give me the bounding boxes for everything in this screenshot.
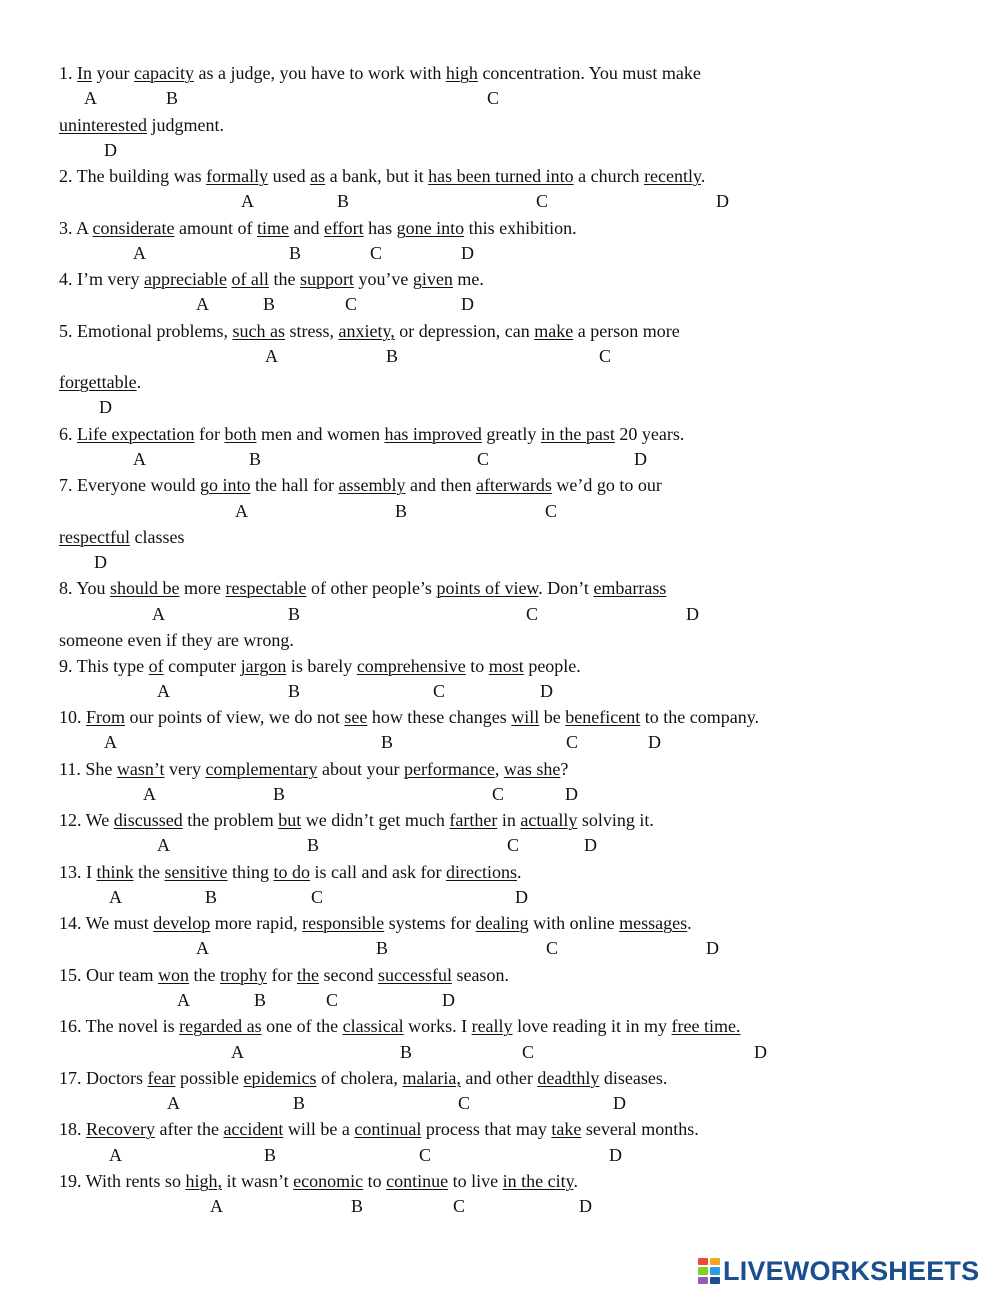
underlined-option: assembly	[338, 475, 406, 495]
question-18-option-c-label: C	[419, 1145, 432, 1165]
underlined-option: epidemics	[243, 1068, 317, 1088]
underlined-option: discussed	[113, 810, 183, 830]
question-15-option-a-label: A	[177, 990, 190, 1010]
question-18-option-d-label: D	[609, 1145, 622, 1165]
question-2-option-c-label: C	[536, 191, 549, 211]
sentence-text: .	[136, 372, 142, 392]
question-12-line-1	[59, 809, 654, 831]
question-10-line-1	[59, 706, 759, 728]
sentence-text: will be a	[283, 1119, 355, 1139]
sentence-text: 11. She	[59, 759, 117, 779]
underlined-option: should be	[110, 578, 180, 598]
question-16-option-b-label: B	[400, 1042, 413, 1062]
sentence-text: of other people’s	[306, 578, 437, 598]
question-10-option-d-label: D	[648, 732, 661, 752]
sentence-text: 6.	[59, 424, 77, 444]
question-4-option-c-label: C	[345, 294, 358, 314]
question-6-line-1	[59, 423, 684, 445]
question-11-option-d-label: D	[565, 784, 578, 804]
question-12-option-d-label: D	[584, 835, 597, 855]
underlined-option: to do	[273, 862, 311, 882]
underlined-option: in the past	[540, 424, 615, 444]
sentence-text: love reading it in my	[512, 1016, 672, 1036]
underlined-option: messages	[619, 913, 688, 933]
sentence-text: to	[465, 656, 489, 676]
sentence-text: more	[179, 578, 226, 598]
sentence-text: has	[363, 218, 397, 238]
question-6-option-d-label: D	[634, 449, 647, 469]
underlined-option: In	[77, 63, 92, 83]
sentence-text: classes	[129, 527, 185, 547]
underlined-option: farther	[449, 810, 498, 830]
question-9-option-c-label: C	[433, 681, 446, 701]
sentence-text: diseases.	[599, 1068, 668, 1088]
sentence-text: .	[573, 1171, 578, 1191]
question-1-option-c-label: C	[487, 88, 500, 108]
question-1-option-a-label: A	[84, 88, 97, 108]
sentence-text: it wasn’t	[221, 1171, 294, 1191]
sentence-text: someone even if they are wrong.	[59, 630, 294, 650]
underlined-option: think	[96, 862, 134, 882]
question-18-line-1	[59, 1118, 699, 1140]
sentence-text: several months.	[581, 1119, 699, 1139]
question-7-line-2	[59, 526, 184, 548]
sentence-text: a church	[573, 166, 645, 186]
underlined-option: of all	[231, 269, 269, 289]
sentence-text: or depression, can	[394, 321, 535, 341]
sentence-text: one of the	[261, 1016, 343, 1036]
question-9-line-1	[59, 655, 581, 677]
sentence-text: stress,	[284, 321, 339, 341]
question-13-option-b-label: B	[205, 887, 218, 907]
underlined-option: respectable	[225, 578, 307, 598]
question-3-line-1	[59, 217, 577, 239]
question-1-option-d-label: D	[104, 140, 117, 160]
question-1-line-1	[59, 62, 701, 84]
sentence-text: 8. You	[59, 578, 111, 598]
underlined-option: sensitive	[164, 862, 228, 882]
underlined-option: the	[296, 965, 319, 985]
question-19-option-b-label: B	[351, 1196, 364, 1216]
sentence-text: the hall for	[250, 475, 339, 495]
sentence-text: for	[194, 424, 225, 444]
question-4-option-b-label: B	[263, 294, 276, 314]
sentence-text: people.	[523, 656, 581, 676]
question-7-option-a-label: A	[235, 501, 248, 521]
question-2-option-b-label: B	[337, 191, 350, 211]
sentence-text: very	[164, 759, 206, 779]
sentence-text: greatly	[481, 424, 541, 444]
question-19-option-d-label: D	[579, 1196, 592, 1216]
question-7-option-c-label: C	[545, 501, 558, 521]
sentence-text: 14. We must	[59, 913, 154, 933]
sentence-text: the problem	[182, 810, 279, 830]
underlined-option: make	[534, 321, 574, 341]
sentence-text: the	[133, 862, 165, 882]
question-4-option-d-label: D	[461, 294, 474, 314]
sentence-text: 5. Emotional problems,	[59, 321, 233, 341]
question-19-option-a-label: A	[210, 1196, 223, 1216]
underlined-option: of	[148, 656, 164, 676]
sentence-text: a bank, but it	[325, 166, 429, 186]
question-13-line-1	[59, 861, 522, 883]
sentence-text: .	[687, 913, 692, 933]
sentence-text: the	[268, 269, 300, 289]
logo-text: LIVEWORKSHEETS	[723, 1255, 980, 1286]
question-16-option-a-label: A	[231, 1042, 244, 1062]
underlined-option: uninterested	[59, 115, 147, 135]
sentence-text: 4. I’m very	[59, 269, 144, 289]
sentence-text: men and women	[256, 424, 385, 444]
sentence-text: is call and ask for	[310, 862, 447, 882]
question-14-option-a-label: A	[196, 938, 209, 958]
sentence-text: this exhibition.	[464, 218, 577, 238]
underlined-option: time	[256, 218, 289, 238]
underlined-option: fear	[147, 1068, 176, 1088]
sentence-text: 17. Doctors	[59, 1068, 148, 1088]
question-2-option-d-label: D	[716, 191, 729, 211]
sentence-text: a person more	[573, 321, 680, 341]
underlined-option: respectful	[59, 527, 130, 547]
underlined-option: actually	[520, 810, 578, 830]
sentence-text: to the company.	[640, 707, 760, 727]
question-11-option-a-label: A	[143, 784, 156, 804]
sentence-text: used	[268, 166, 311, 186]
sentence-text: 16. The novel is	[59, 1016, 180, 1036]
question-11-line-1	[59, 758, 568, 780]
question-17-option-b-label: B	[293, 1093, 306, 1113]
question-8-option-b-label: B	[288, 604, 301, 624]
sentence-text: after the	[154, 1119, 224, 1139]
question-8-line-1	[59, 577, 666, 599]
question-12-option-a-label: A	[157, 835, 170, 855]
question-14-option-d-label: D	[706, 938, 719, 958]
sentence-text: 20 years.	[614, 424, 685, 444]
underlined-option: responsible	[302, 913, 385, 933]
sentence-text: we’d go to our	[551, 475, 662, 495]
underlined-option: malaria,	[402, 1068, 461, 1088]
question-15-option-c-label: C	[326, 990, 339, 1010]
question-17-option-c-label: C	[458, 1093, 471, 1113]
sentence-text: process that may	[421, 1119, 552, 1139]
sentence-text: the	[188, 965, 220, 985]
question-11-option-b-label: B	[273, 784, 286, 804]
question-3-option-b-label: B	[289, 243, 302, 263]
underlined-option: directions	[446, 862, 517, 882]
underlined-option: won	[157, 965, 189, 985]
sentence-text: computer	[163, 656, 241, 676]
question-8-option-a-label: A	[152, 604, 165, 624]
sentence-text: 12. We	[59, 810, 114, 830]
question-5-option-b-label: B	[386, 346, 399, 366]
question-19-line-1	[59, 1170, 578, 1192]
underlined-option: From	[86, 707, 126, 727]
underlined-option: will	[511, 707, 540, 727]
sentence-text: in	[497, 810, 521, 830]
question-15-option-b-label: B	[254, 990, 267, 1010]
question-9-option-a-label: A	[157, 681, 170, 701]
sentence-text: and other	[460, 1068, 538, 1088]
question-9-option-d-label: D	[540, 681, 553, 701]
underlined-option: deadthly	[537, 1068, 600, 1088]
question-2-option-a-label: A	[241, 191, 254, 211]
question-7-line-1	[59, 474, 662, 496]
sentence-text: 18.	[59, 1119, 86, 1139]
sentence-text: .	[517, 862, 522, 882]
question-9-option-b-label: B	[288, 681, 301, 701]
underlined-option: high	[445, 63, 478, 83]
question-17-line-1	[59, 1067, 667, 1089]
underlined-option: successful	[377, 965, 452, 985]
underlined-option: formally	[206, 166, 269, 186]
sentence-text: as a judge, you have to work with	[193, 63, 446, 83]
sentence-text: be	[539, 707, 566, 727]
sentence-text: you’ve	[353, 269, 413, 289]
underlined-option: was she	[503, 759, 561, 779]
question-15-option-d-label: D	[442, 990, 455, 1010]
question-3-option-c-label: C	[370, 243, 383, 263]
sentence-text: about your	[317, 759, 404, 779]
question-3-option-a-label: A	[133, 243, 146, 263]
sentence-text: 13. I	[59, 862, 97, 882]
sentence-text: 3. A	[59, 218, 93, 238]
sentence-text: 19. With rents so	[59, 1171, 186, 1191]
sentence-text: . Don’t	[538, 578, 594, 598]
sentence-text: how these changes	[367, 707, 512, 727]
underlined-option: as	[310, 166, 326, 186]
underlined-option: economic	[293, 1171, 364, 1191]
underlined-option: see	[344, 707, 368, 727]
sentence-text: 10.	[59, 707, 86, 727]
question-6-option-a-label: A	[133, 449, 146, 469]
sentence-text: thing	[227, 862, 274, 882]
question-13-option-d-label: D	[515, 887, 528, 907]
question-10-option-b-label: B	[381, 732, 394, 752]
sentence-text: we didn’t get much	[301, 810, 450, 830]
question-5-line-2	[59, 371, 141, 393]
sentence-text: 15. Our team	[59, 965, 158, 985]
question-5-option-a-label: A	[265, 346, 278, 366]
sentence-text: for	[266, 965, 297, 985]
underlined-option: anxiety,	[338, 321, 395, 341]
underlined-option: really	[471, 1016, 513, 1036]
underlined-option: regarded as	[179, 1016, 262, 1036]
underlined-option: support	[299, 269, 354, 289]
question-3-option-d-label: D	[461, 243, 474, 263]
underlined-option: forgettable	[59, 372, 137, 392]
underlined-option: given	[412, 269, 453, 289]
sentence-text: ?	[560, 759, 569, 779]
question-4-line-1	[59, 268, 484, 290]
sentence-text: systems for	[384, 913, 476, 933]
sentence-text: to live	[448, 1171, 503, 1191]
underlined-option: wasn’t	[116, 759, 165, 779]
sentence-text: works. I	[403, 1016, 472, 1036]
question-5-option-c-label: C	[599, 346, 612, 366]
underlined-option: accident	[223, 1119, 284, 1139]
sentence-text: to	[363, 1171, 387, 1191]
question-8-option-d-label: D	[686, 604, 699, 624]
underlined-option: afterwards	[475, 475, 552, 495]
underlined-option: gone into	[396, 218, 465, 238]
underlined-option: high,	[185, 1171, 222, 1191]
underlined-option: continue	[386, 1171, 449, 1191]
underlined-option: develop	[153, 913, 211, 933]
sentence-text: .	[700, 166, 706, 186]
underlined-option: trophy	[219, 965, 267, 985]
sentence-text: 7. Everyone would	[59, 475, 200, 495]
sentence-text: of cholera,	[316, 1068, 403, 1088]
question-8-line-2	[59, 629, 294, 651]
liveworksheets-logo	[698, 1256, 979, 1286]
question-6-option-c-label: C	[477, 449, 490, 469]
underlined-option: has improved	[384, 424, 482, 444]
question-13-option-c-label: C	[311, 887, 324, 907]
question-4-option-a-label: A	[196, 294, 209, 314]
question-14-option-b-label: B	[376, 938, 389, 958]
underlined-option: free time.	[671, 1016, 741, 1036]
sentence-text: amount of	[174, 218, 257, 238]
sentence-text: ,	[494, 759, 504, 779]
underlined-option: dealing	[475, 913, 529, 933]
question-19-option-c-label: C	[453, 1196, 466, 1216]
underlined-option: beneficent	[565, 707, 641, 727]
underlined-option: embarrass	[593, 578, 667, 598]
question-8-option-c-label: C	[526, 604, 539, 624]
underlined-option: go into	[199, 475, 251, 495]
underlined-option: performance	[403, 759, 495, 779]
question-14-option-c-label: C	[546, 938, 559, 958]
underlined-option: but	[278, 810, 302, 830]
question-16-line-1	[59, 1015, 741, 1037]
sentence-text: more rapid,	[210, 913, 303, 933]
underlined-option: Life expectation	[77, 424, 195, 444]
sentence-text: me.	[452, 269, 484, 289]
underlined-option: capacity	[134, 63, 194, 83]
sentence-text: judgment.	[146, 115, 224, 135]
underlined-option: effort	[323, 218, 364, 238]
question-12-option-c-label: C	[507, 835, 520, 855]
sentence-text: second	[318, 965, 378, 985]
question-18-option-b-label: B	[264, 1145, 277, 1165]
sentence-text: your	[92, 63, 134, 83]
underlined-option: such as	[232, 321, 285, 341]
question-5-line-1	[59, 320, 680, 342]
underlined-option: jargon	[240, 656, 287, 676]
question-7-option-b-label: B	[395, 501, 408, 521]
underlined-option: has been turned into	[428, 166, 574, 186]
sentence-text: is barely	[286, 656, 357, 676]
question-1-option-b-label: B	[166, 88, 179, 108]
underlined-option: Recovery	[86, 1119, 155, 1139]
question-10-option-c-label: C	[566, 732, 579, 752]
underlined-option: most	[488, 656, 524, 676]
question-14-line-1	[59, 912, 692, 934]
question-16-option-d-label: D	[754, 1042, 767, 1062]
sentence-text: with online	[528, 913, 620, 933]
underlined-option: recently	[644, 166, 701, 186]
question-5-option-d-label: D	[99, 397, 112, 417]
underlined-option: complementary	[205, 759, 318, 779]
sentence-text: concentration. You must make	[477, 63, 701, 83]
liveworksheets-logo-icon	[698, 1258, 720, 1284]
question-17-option-a-label: A	[167, 1093, 180, 1113]
question-18-option-a-label: A	[109, 1145, 122, 1165]
question-7-option-d-label: D	[94, 552, 107, 572]
underlined-option: points of view	[436, 578, 539, 598]
question-12-option-b-label: B	[307, 835, 320, 855]
question-2-line-1	[59, 165, 705, 187]
underlined-option: in the city	[502, 1171, 574, 1191]
sentence-text: possible	[175, 1068, 244, 1088]
question-17-option-d-label: D	[613, 1093, 626, 1113]
underlined-option: considerate	[92, 218, 175, 238]
underlined-option: appreciable	[143, 269, 227, 289]
question-6-option-b-label: B	[249, 449, 262, 469]
sentence-text: solving it.	[577, 810, 654, 830]
question-11-option-c-label: C	[492, 784, 505, 804]
sentence-text: our points of view, we do not	[125, 707, 345, 727]
question-16-option-c-label: C	[522, 1042, 535, 1062]
question-1-line-2	[59, 114, 224, 136]
underlined-option: comprehensive	[356, 656, 466, 676]
underlined-option: both	[224, 424, 257, 444]
sentence-text: and	[288, 218, 324, 238]
underlined-option: classical	[342, 1016, 404, 1036]
question-15-line-1	[59, 964, 509, 986]
sentence-text: 9. This type	[59, 656, 149, 676]
sentence-text: 2. The building was	[59, 166, 207, 186]
sentence-text: and then	[405, 475, 476, 495]
sentence-text: 1.	[59, 63, 77, 83]
sentence-text: season.	[451, 965, 509, 985]
question-13-option-a-label: A	[109, 887, 122, 907]
underlined-option: continual	[354, 1119, 422, 1139]
question-10-option-a-label: A	[104, 732, 117, 752]
underlined-option: take	[551, 1119, 582, 1139]
